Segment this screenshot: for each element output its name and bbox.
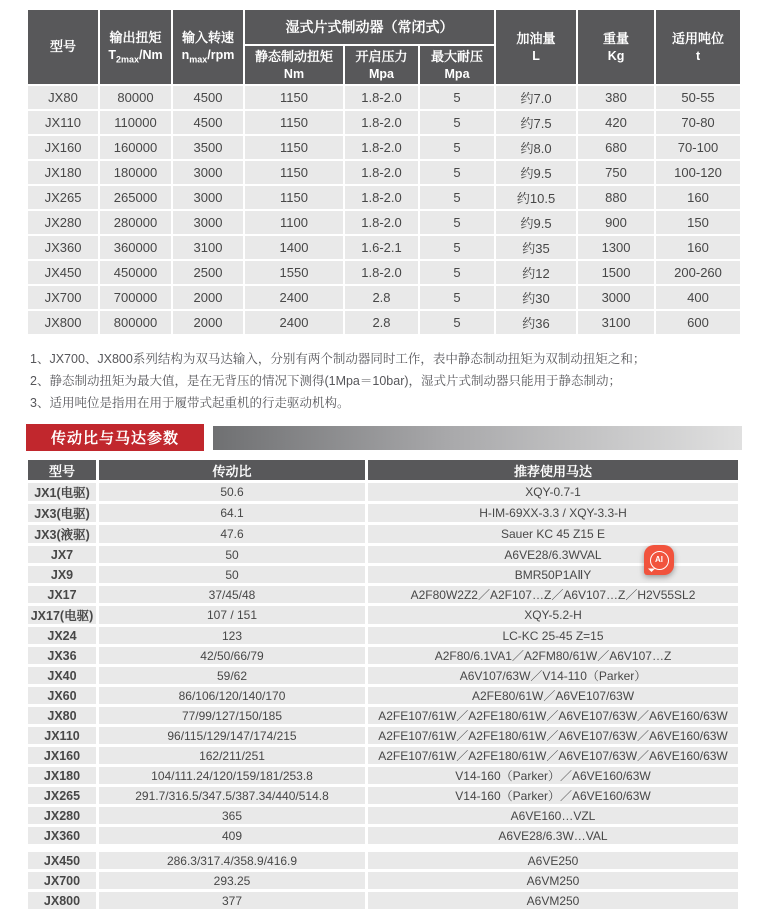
table-row [28, 161, 740, 184]
table-cell: JX450 [28, 852, 96, 869]
table-cell: 约10.5 [496, 186, 576, 209]
table-cell: 5 [420, 286, 494, 309]
table-cell: 180000 [100, 161, 171, 184]
table-cell: 1100 [245, 211, 343, 234]
col-header-max-pressure-label: 最大耐压 [431, 49, 484, 64]
table-cell: JX160 [28, 747, 96, 764]
table-cell: 5 [420, 236, 494, 259]
table-cell: 1150 [245, 136, 343, 159]
table-cell: JX40 [28, 667, 96, 684]
col-header-tonnage [656, 10, 740, 84]
table-cell: JX17(电驱) [28, 606, 96, 624]
table-cell: JX360 [28, 827, 96, 844]
table-cell: 约35 [496, 236, 576, 259]
table-cell: 1.8-2.0 [345, 261, 418, 284]
table-cell: JX1(电驱) [28, 483, 96, 501]
table-cell: V14-160（Parker）／A6VE160/63W [368, 767, 738, 784]
table-row [28, 827, 738, 844]
table-row [28, 647, 738, 664]
table-cell: 5 [420, 136, 494, 159]
col-header-output-torque-symbol: $T_{2max}/Nm$ [108, 47, 163, 65]
row-spacer [28, 847, 738, 849]
table-cell: BMR50P1AⅡY [368, 566, 738, 583]
col-header-oil-label: 加油量 [516, 31, 556, 46]
table-cell: V14-160（Parker）／A6VE160/63W [368, 787, 738, 804]
table-cell: 409 [99, 827, 365, 844]
col-header-static-torque-unit: Nm [283, 66, 305, 81]
table-cell: 50 [99, 546, 365, 563]
table-row [28, 767, 738, 784]
table-cell: 400 [656, 286, 740, 309]
col-header-oil-volume [496, 10, 576, 84]
section-banner [26, 424, 742, 451]
table-cell: 800000 [100, 311, 171, 334]
table-cell: 64.1 [99, 504, 365, 522]
table-cell: 377 [99, 892, 365, 909]
table-cell: 3000 [173, 161, 243, 184]
spec-table [26, 8, 742, 336]
table-row [28, 286, 740, 309]
table-cell: A2FE107/61W／A2FE180/61W／A6VE107/63W／A6VE160/63W [368, 727, 738, 744]
table-row [28, 627, 738, 644]
spec-document-page [0, 8, 767, 923]
table-cell: 680 [578, 136, 654, 159]
spec-table-body [28, 86, 740, 334]
table-row [28, 186, 740, 209]
table-cell: JX265 [28, 186, 98, 209]
table-cell: 600 [656, 311, 740, 334]
table-cell: 1.8-2.0 [345, 86, 418, 109]
table-cell: JX800 [28, 892, 96, 909]
table-cell: A2FE107/61W／A2FE180/61W／A6VE107/63W／A6VE160/63W [368, 707, 738, 724]
col-header-output-torque [100, 10, 171, 84]
col-header-weight [578, 10, 654, 84]
table-row [28, 236, 740, 259]
table-cell: 5 [420, 261, 494, 284]
table-cell: 3100 [173, 236, 243, 259]
col-header-tonnage-label: 适用吨位 [672, 31, 725, 46]
col-header-weight-unit: Kg [607, 48, 625, 63]
table-cell: A6V107/63W／V14-110（Parker） [368, 667, 738, 684]
table-row [28, 111, 740, 134]
table-cell: 3100 [578, 311, 654, 334]
table-cell: 450000 [100, 261, 171, 284]
table-row [28, 787, 738, 804]
table-cell: 365 [99, 807, 365, 824]
table-cell: JX9 [28, 566, 96, 583]
table-cell: JX7 [28, 546, 96, 563]
table-cell: JX265 [28, 787, 96, 804]
table-cell: 880 [578, 186, 654, 209]
table-cell: 200-260 [656, 261, 740, 284]
table-row [28, 566, 738, 583]
col-header-input-speed [173, 10, 243, 84]
table-row [28, 546, 738, 563]
table-cell: JX280 [28, 211, 98, 234]
table-cell: 2.8 [345, 286, 418, 309]
table-cell: 约8.0 [496, 136, 576, 159]
table-row [28, 504, 738, 522]
table-cell: 约9.5 [496, 161, 576, 184]
table-cell: 约30 [496, 286, 576, 309]
col-header-max-pressure-unit: Mpa [444, 66, 470, 81]
table-cell: 110000 [100, 111, 171, 134]
table-cell: 286.3/317.4/358.9/416.9 [99, 852, 365, 869]
table-cell: 77/99/127/150/185 [99, 707, 365, 724]
table-cell: 2000 [173, 311, 243, 334]
table-cell: 70-100 [656, 136, 740, 159]
table-row [28, 747, 738, 764]
table-cell: 123 [99, 627, 365, 644]
table-cell: 4500 [173, 111, 243, 134]
table-cell: XQY-0.7-1 [368, 483, 738, 501]
table-cell: JX280 [28, 807, 96, 824]
table-row [28, 687, 738, 704]
table-cell: JX24 [28, 627, 96, 644]
table-cell: 50.6 [99, 483, 365, 501]
col-header-static-torque [245, 46, 343, 84]
table-row [28, 727, 738, 744]
table-cell: A2FE107/61W／A2FE180/61W／A6VE107/63W／A6VE160/63W [368, 747, 738, 764]
table-row [28, 807, 738, 824]
table-cell: 59/62 [99, 667, 365, 684]
table-cell: A6VE28/6.3WVAL [368, 546, 738, 563]
table-cell: 50 [99, 566, 365, 583]
table-cell: 1.8-2.0 [345, 136, 418, 159]
table-cell: 293.25 [99, 872, 365, 889]
table-cell: 104/111.24/120/159/181/253.8 [99, 767, 365, 784]
table-cell: 1300 [578, 236, 654, 259]
table-cell: A2F80/6.1VA1／A2FM80/61W／A6V107…Z [368, 647, 738, 664]
note-line: 2、静态制动扭矩为最大值，是在无背压的情况下测得(1Mpa＝10bar)，湿式片式制动器只能用于静态制动； [30, 374, 622, 389]
table-cell: 280000 [100, 211, 171, 234]
table-row [28, 311, 740, 334]
table-cell: 5 [420, 211, 494, 234]
table-cell: JX180 [28, 767, 96, 784]
table-cell: 1.8-2.0 [345, 211, 418, 234]
table-cell: JX110 [28, 111, 98, 134]
col-header-open-pressure-label: 开启压力 [355, 49, 408, 64]
table-cell: A6VE28/6.3W…VAL [368, 827, 738, 844]
table-cell: 160 [656, 236, 740, 259]
table-cell: JX80 [28, 86, 98, 109]
table-row [28, 525, 738, 543]
col-header-recommended-motor: 推荐使用马达 [368, 460, 738, 480]
col-header-input-speed-symbol: $n_{max}$/rpm [181, 47, 235, 65]
col-header-output-torque-label: 输出扭矩 [109, 30, 162, 46]
table-cell: LC-KC 25-45 Z=15 [368, 627, 738, 644]
table-row [28, 261, 740, 284]
table-cell: 150 [656, 211, 740, 234]
table-row [28, 852, 738, 869]
table-cell: JX3(液驱) [28, 525, 96, 543]
table-cell: 3000 [173, 186, 243, 209]
table-cell: XQY-5.2-H [368, 606, 738, 624]
table-cell: 37/45/48 [99, 586, 365, 603]
table-cell: 1.8-2.0 [345, 111, 418, 134]
table-cell: 291.7/316.5/347.5/387.34/440/514.8 [99, 787, 365, 804]
table-cell: 360000 [100, 236, 171, 259]
table-cell: 107 / 151 [99, 606, 365, 624]
section-banner-gradient-bar [213, 426, 742, 450]
note-line: 3、适用吨位是指用在用于履带式起重机的行走驱动机构。 [30, 396, 350, 411]
ai-speech-bubble-icon [650, 551, 669, 570]
table-cell: 5 [420, 311, 494, 334]
table-cell: 2000 [173, 286, 243, 309]
table-cell: 42/50/66/79 [99, 647, 365, 664]
table-row [28, 606, 738, 624]
col-header-oil-unit: L [532, 48, 540, 63]
table-cell: 2400 [245, 311, 343, 334]
col-header-max-pressure [420, 46, 494, 84]
table-row [28, 667, 738, 684]
col-header-open-pressure-unit: Mpa [369, 66, 394, 81]
table-cell: 5 [420, 111, 494, 134]
col-header-model: 型号 [28, 10, 98, 84]
note-line: 1、JX700、JX800系列结构为双马达输入，分别有两个制动器同时工作，表中静态制动扭矩为双制动扭矩之和； [30, 352, 646, 367]
table-cell: JX180 [28, 161, 98, 184]
table-cell: 1.8-2.0 [345, 161, 418, 184]
table-cell: A2F80W2Z2／A2F107…Z／A6V107…Z／H2V55SL2 [368, 586, 738, 603]
table-cell: JX800 [28, 311, 98, 334]
table-cell: JX3(电驱) [28, 504, 96, 522]
table-cell: A6VM250 [368, 872, 738, 889]
table-cell: A6VM250 [368, 892, 738, 909]
table-cell: Sauer KC 45 Z15 E [368, 525, 738, 543]
ratio-table-body [28, 483, 738, 909]
table-cell: 约7.5 [496, 111, 576, 134]
table-cell: 5 [420, 86, 494, 109]
table-cell: 1150 [245, 161, 343, 184]
table-cell: 1400 [245, 236, 343, 259]
table-row [28, 211, 740, 234]
table-cell: 2.8 [345, 311, 418, 334]
col-header-input-speed-label: 输入转速 [181, 30, 234, 46]
table-cell: 1150 [245, 111, 343, 134]
table-row [28, 707, 738, 724]
table-row [28, 136, 740, 159]
section-banner-title: 传动比与马达参数 [26, 424, 204, 451]
table-cell: 3000 [578, 286, 654, 309]
table-cell: 700000 [100, 286, 171, 309]
table-cell: 约36 [496, 311, 576, 334]
table-cell: 160000 [100, 136, 171, 159]
table-cell: 1150 [245, 186, 343, 209]
ai-assistant-button[interactable] [644, 545, 674, 575]
table-cell: 70-80 [656, 111, 740, 134]
table-cell: JX17 [28, 586, 96, 603]
table-cell: 5 [420, 161, 494, 184]
table-cell: 96/115/129/147/174/215 [99, 727, 365, 744]
table-cell: 1.6-2.1 [345, 236, 418, 259]
notes-list [30, 348, 767, 414]
table-cell: JX360 [28, 236, 98, 259]
table-cell: 3500 [173, 136, 243, 159]
table-cell: JX60 [28, 687, 96, 704]
col-header-model: 型号 [28, 460, 96, 480]
table-cell: 约12 [496, 261, 576, 284]
table-cell: JX36 [28, 647, 96, 664]
table-cell: 100-120 [656, 161, 740, 184]
table-cell: 47.6 [99, 525, 365, 543]
table-cell: 2500 [173, 261, 243, 284]
table-cell: A6VE250 [368, 852, 738, 869]
table-row [28, 872, 738, 889]
col-header-open-pressure [345, 46, 418, 84]
table-row [28, 86, 740, 109]
table-cell: 50-55 [656, 86, 740, 109]
table-cell: 1150 [245, 86, 343, 109]
table-cell: 2400 [245, 286, 343, 309]
table-row [28, 892, 738, 909]
table-row [28, 483, 738, 501]
ratio-table [25, 457, 741, 912]
table-cell: JX110 [28, 727, 96, 744]
table-cell: H-IM-69XX-3.3 / XQY-3.3-H [368, 504, 738, 522]
col-header-ratio: 传动比 [99, 460, 365, 480]
table-cell: 86/106/120/140/170 [99, 687, 365, 704]
table-cell: 900 [578, 211, 654, 234]
table-cell: 3000 [173, 211, 243, 234]
table-cell: 1550 [245, 261, 343, 284]
table-cell: A6VE160…VZL [368, 807, 738, 824]
table-cell: JX450 [28, 261, 98, 284]
col-header-brake-group: 湿式片式制动器（常闭式） [245, 10, 494, 44]
table-cell: 4500 [173, 86, 243, 109]
table-cell: JX700 [28, 872, 96, 889]
table-cell: 160 [656, 186, 740, 209]
table-cell: JX160 [28, 136, 98, 159]
table-cell: 162/211/251 [99, 747, 365, 764]
col-header-weight-label: 重量 [603, 31, 630, 46]
table-row [28, 586, 738, 603]
col-header-tonnage-unit: t [695, 48, 701, 63]
table-cell: 1.8-2.0 [345, 186, 418, 209]
table-cell: 80000 [100, 86, 171, 109]
table-cell: 750 [578, 161, 654, 184]
table-cell: 约9.5 [496, 211, 576, 234]
col-header-static-torque-label: 静态制动扭矩 [254, 49, 333, 64]
ai-badge-label: AI [655, 555, 663, 564]
table-cell: 380 [578, 86, 654, 109]
table-cell: 1500 [578, 261, 654, 284]
table-cell: 420 [578, 111, 654, 134]
table-cell: JX80 [28, 707, 96, 724]
table-cell: A2FE80/61W／A6VE107/63W [368, 687, 738, 704]
table-cell: 5 [420, 186, 494, 209]
table-cell: 约7.0 [496, 86, 576, 109]
table-cell: 265000 [100, 186, 171, 209]
table-cell: JX700 [28, 286, 98, 309]
